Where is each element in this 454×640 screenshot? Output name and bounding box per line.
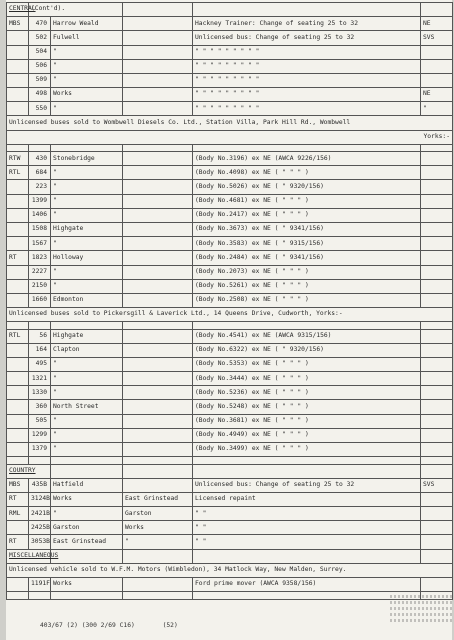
central-number: 550 <box>29 102 51 116</box>
pickersgill-to <box>123 414 193 428</box>
central-garage: " <box>51 45 123 59</box>
country-code <box>421 535 453 549</box>
empty-cell <box>193 457 421 464</box>
pickersgill-description: (Body No.6322) ex NE ( " 9320/156) <box>193 343 421 357</box>
central-description: " " " " " " " " " <box>193 88 421 102</box>
central-number: 509 <box>29 73 51 87</box>
central-type <box>7 45 29 59</box>
pickersgill-type <box>7 442 29 456</box>
central-code: " <box>421 102 453 116</box>
pickersgill-garage: Clapton <box>51 343 123 357</box>
pickersgill-garage: " <box>51 357 123 371</box>
country-to <box>123 478 193 492</box>
country-code: SVS <box>421 478 453 492</box>
empty-cell <box>7 144 29 151</box>
table-row <box>7 577 453 591</box>
central-code: SVS <box>421 31 453 45</box>
country-description: Unlicensed bus: Change of seating 25 to 32 <box>193 478 421 492</box>
wombwell-number: 223 <box>29 180 51 194</box>
pickersgill-to <box>123 400 193 414</box>
empty-cell <box>421 322 453 329</box>
wombwell-type <box>7 237 29 251</box>
pickersgill-description: (Body No.5236) ex NE ( " " " ) <box>193 386 421 400</box>
central-garage: Harrow Weald <box>51 17 123 31</box>
central-type <box>7 73 29 87</box>
central-garage: Works <box>51 88 123 102</box>
wombwell-code <box>421 166 453 180</box>
wombwell-to <box>123 251 193 265</box>
wombwell-description: (Body No.2417) ex NE ( " " " ) <box>193 208 421 222</box>
wombwell-code <box>421 237 453 251</box>
wombwell-number: 430 <box>29 152 51 166</box>
table-row <box>7 428 453 442</box>
wombwell-number: 1508 <box>29 222 51 236</box>
central-type <box>7 88 29 102</box>
wombwell-type <box>7 265 29 279</box>
country-description: " " <box>193 507 421 521</box>
country-garage: " <box>51 507 123 521</box>
wombwell-garage: Holloway <box>51 251 123 265</box>
country-description: " " <box>193 535 421 549</box>
page-number: (52) <box>162 622 178 629</box>
empty-cell <box>123 549 193 563</box>
country-type: RT <box>7 492 29 506</box>
pickersgill-description: (Body No.3444) ex NE ( " " " ) <box>193 372 421 386</box>
empty-cell <box>51 464 123 478</box>
footer <box>40 622 178 629</box>
wombwell-to <box>123 166 193 180</box>
wombwell-type <box>7 180 29 194</box>
wombwell-code <box>421 279 453 293</box>
pickersgill-number: 360 <box>29 400 51 414</box>
pickersgill-number: 1321 <box>29 372 51 386</box>
pickersgill-type <box>7 357 29 371</box>
country-code <box>421 492 453 506</box>
pickersgill-garage: " <box>51 414 123 428</box>
table-row <box>7 208 453 222</box>
pickersgill-code <box>421 357 453 371</box>
spacer-row <box>7 592 453 600</box>
table-row <box>7 507 453 521</box>
central-description: Unlicensed bus: Change of seating 25 to 32 <box>193 31 421 45</box>
central-code <box>421 73 453 87</box>
spacer-row <box>7 322 453 329</box>
pickersgill-description: (Body No.3499) ex NE ( " " " ) <box>193 442 421 456</box>
central-code <box>421 59 453 73</box>
table-row <box>7 166 453 180</box>
note-pickersgill-row <box>7 308 453 322</box>
country-garage: Works <box>51 492 123 506</box>
pickersgill-number: 1379 <box>29 442 51 456</box>
wombwell-code <box>421 251 453 265</box>
wombwell-description: (Body No.4098) ex NE ( " " " ) <box>193 166 421 180</box>
contd-label: (Cont'd). <box>29 3 123 17</box>
pickersgill-number: 1330 <box>29 386 51 400</box>
wombwell-to <box>123 237 193 251</box>
central-garage: " <box>51 73 123 87</box>
pickersgill-to <box>123 372 193 386</box>
wombwell-to <box>123 194 193 208</box>
country-to: " <box>123 535 193 549</box>
table-row <box>7 180 453 194</box>
country-type: MBS <box>7 478 29 492</box>
table-row <box>7 386 453 400</box>
empty-cell <box>193 144 421 151</box>
central-garage: Fulwell <box>51 31 123 45</box>
wombwell-garage: Highgate <box>51 222 123 236</box>
pickersgill-to <box>123 343 193 357</box>
central-description: Hackney Trainer: Change of seating 25 to 32 <box>193 17 421 31</box>
pickersgill-description: (Body No.5353) ex NE ( " " " ) <box>193 357 421 371</box>
pickersgill-type <box>7 343 29 357</box>
empty-cell <box>123 464 193 478</box>
misc-type <box>7 577 29 591</box>
table-row <box>7 521 453 535</box>
country-description: " " <box>193 521 421 535</box>
pickersgill-number: 56 <box>29 329 51 343</box>
pickersgill-type <box>7 414 29 428</box>
wombwell-to <box>123 279 193 293</box>
country-number: 3124B <box>29 492 51 506</box>
country-number: 2425B <box>29 521 51 535</box>
wombwell-number: 2227 <box>29 265 51 279</box>
empty-cell <box>7 322 29 329</box>
pickersgill-number: 1299 <box>29 428 51 442</box>
table-row <box>7 251 453 265</box>
note-wombwell-row <box>7 116 453 130</box>
central-to <box>123 73 193 87</box>
pickersgill-type <box>7 400 29 414</box>
empty-cell <box>29 322 51 329</box>
pickersgill-type <box>7 372 29 386</box>
central-type <box>7 59 29 73</box>
empty-cell <box>421 144 453 151</box>
empty-cell <box>51 592 123 600</box>
wombwell-code <box>421 222 453 236</box>
country-type <box>7 521 29 535</box>
wombwell-number: 1406 <box>29 208 51 222</box>
pickersgill-garage: " <box>51 372 123 386</box>
table-row <box>7 237 453 251</box>
empty-cell <box>51 144 123 151</box>
wombwell-type <box>7 208 29 222</box>
pickersgill-code <box>421 343 453 357</box>
wombwell-code <box>421 265 453 279</box>
misc-description: Ford prime mover (AWCA 9358/156) <box>193 577 421 591</box>
note-wfm: Unlicensed vehicle sold to W.F.M. Motors (Wimbledon), 34 Matlock Way, New Malden, Surrey. <box>7 563 453 577</box>
central-number: 498 <box>29 88 51 102</box>
table-body <box>7 3 453 600</box>
table-row <box>7 88 453 102</box>
wombwell-code <box>421 180 453 194</box>
empty-cell <box>51 549 123 563</box>
table-row <box>7 222 453 236</box>
empty-cell <box>29 457 51 464</box>
pickersgill-number: 164 <box>29 343 51 357</box>
central-to <box>123 102 193 116</box>
pickersgill-description: (Body No.3681) ex NE ( " " " ) <box>193 414 421 428</box>
table-row <box>7 478 453 492</box>
wombwell-description: (Body No.2484) ex NE ( " 9341/156) <box>193 251 421 265</box>
wombwell-type <box>7 194 29 208</box>
wombwell-to <box>123 222 193 236</box>
wombwell-type: RT <box>7 251 29 265</box>
wombwell-to <box>123 208 193 222</box>
table-row <box>7 31 453 45</box>
table-row <box>7 279 453 293</box>
wombwell-description: (Body No.5261) ex NE ( " " " ) <box>193 279 421 293</box>
country-type: RT <box>7 535 29 549</box>
central-number: 506 <box>29 59 51 73</box>
country-garage: East Grinstead <box>51 535 123 549</box>
central-to <box>123 88 193 102</box>
wombwell-type <box>7 222 29 236</box>
pickersgill-type <box>7 428 29 442</box>
table-row <box>7 343 453 357</box>
wombwell-code <box>421 152 453 166</box>
central-type <box>7 31 29 45</box>
pickersgill-type <box>7 386 29 400</box>
country-code <box>421 507 453 521</box>
central-description: " " " " " " " " " <box>193 102 421 116</box>
wombwell-number: 1399 <box>29 194 51 208</box>
country-number: 2421B <box>29 507 51 521</box>
pickersgill-code <box>421 414 453 428</box>
wombwell-number: 1567 <box>29 237 51 251</box>
table-row <box>7 45 453 59</box>
section-row-central <box>7 3 453 17</box>
pickersgill-code <box>421 329 453 343</box>
empty-cell <box>193 592 421 600</box>
country-code <box>421 521 453 535</box>
wombwell-to <box>123 293 193 307</box>
table-row <box>7 372 453 386</box>
empty-cell <box>421 549 453 563</box>
empty-cell <box>51 322 123 329</box>
country-description: Licensed repaint <box>193 492 421 506</box>
wombwell-type: RTL <box>7 166 29 180</box>
wombwell-to <box>123 265 193 279</box>
pickersgill-to <box>123 357 193 371</box>
table-row <box>7 73 453 87</box>
empty-cell <box>123 144 193 151</box>
empty-cell <box>193 549 421 563</box>
pickersgill-garage: North Street <box>51 400 123 414</box>
wombwell-to <box>123 152 193 166</box>
wombwell-garage: " <box>51 208 123 222</box>
note-wombwell: Unlicensed buses sold to Wombwell Diesels Co. Ltd., Station Villa, Park Hill Rd., Wombwell <box>7 116 453 130</box>
wombwell-code <box>421 293 453 307</box>
table-row <box>7 194 453 208</box>
pickersgill-number: 505 <box>29 414 51 428</box>
wombwell-code <box>421 208 453 222</box>
misc-garage: Works <box>51 577 123 591</box>
central-code: NE <box>421 88 453 102</box>
empty-cell <box>421 457 453 464</box>
section-country: COUNTRY <box>7 464 51 478</box>
faded-stamp <box>390 592 452 632</box>
empty-cell <box>193 322 421 329</box>
spacer-row <box>7 457 453 464</box>
table-row <box>7 414 453 428</box>
table-row <box>7 400 453 414</box>
country-number: 3053B <box>29 535 51 549</box>
wombwell-number: 1660 <box>29 293 51 307</box>
table-row <box>7 152 453 166</box>
table-row <box>7 442 453 456</box>
central-type <box>7 102 29 116</box>
pickersgill-to <box>123 329 193 343</box>
wombwell-garage: Edmonton <box>51 293 123 307</box>
wombwell-number: 2150 <box>29 279 51 293</box>
empty-cell <box>51 457 123 464</box>
empty-cell <box>123 592 193 600</box>
empty-cell <box>7 457 29 464</box>
central-code: NE <box>421 17 453 31</box>
wombwell-type: RTW <box>7 152 29 166</box>
pickersgill-description: (Body No.4541) ex NE (AWCA 9315/156) <box>193 329 421 343</box>
central-type: MBS <box>7 17 29 31</box>
wombwell-garage: " <box>51 194 123 208</box>
pickersgill-code <box>421 372 453 386</box>
central-garage: " <box>51 102 123 116</box>
wombwell-garage: " <box>51 180 123 194</box>
allocation-table <box>6 2 453 600</box>
section-title: CENTRAL <box>7 3 29 17</box>
wombwell-number: 1823 <box>29 251 51 265</box>
pickersgill-code <box>421 400 453 414</box>
section-miscellaneous: MISCELLANEOUS <box>7 549 51 563</box>
table-row <box>7 265 453 279</box>
pickersgill-to <box>123 428 193 442</box>
pickersgill-code <box>421 386 453 400</box>
note-pickersgill: Unlicensed buses sold to Pickersgill & Laverick Ltd., 14 Queens Drive, Cudworth, Yorks:- <box>7 308 453 322</box>
wombwell-garage: " <box>51 237 123 251</box>
pickersgill-description: (Body No.5248) ex NE ( " " " ) <box>193 400 421 414</box>
wombwell-code <box>421 194 453 208</box>
country-to: Works <box>123 521 193 535</box>
document-sheet <box>6 0 452 640</box>
wombwell-description: (Body No.2508) ex NE ( " " " ) <box>193 293 421 307</box>
pickersgill-type: RTL <box>7 329 29 343</box>
central-code <box>421 45 453 59</box>
pickersgill-code <box>421 442 453 456</box>
note-wfm-row <box>7 563 453 577</box>
wombwell-garage: Stonebridge <box>51 152 123 166</box>
wombwell-description: (Body No.4681) ex NE ( " " " ) <box>193 194 421 208</box>
misc-number: 1191F <box>29 577 51 591</box>
wombwell-description: (Body No.5026) ex NE ( " 9320/156) <box>193 180 421 194</box>
central-description: " " " " " " " " " <box>193 45 421 59</box>
empty-cell <box>193 464 421 478</box>
wombwell-type <box>7 279 29 293</box>
central-to <box>123 17 193 31</box>
note-wombwell-cont-row <box>7 130 453 144</box>
table-row <box>7 357 453 371</box>
spacer-row <box>7 144 453 151</box>
country-number: 435B <box>29 478 51 492</box>
central-garage: " <box>51 59 123 73</box>
central-to <box>123 45 193 59</box>
central-number: 470 <box>29 17 51 31</box>
central-number: 504 <box>29 45 51 59</box>
pickersgill-to <box>123 442 193 456</box>
empty-cell <box>421 464 453 478</box>
central-number: 502 <box>29 31 51 45</box>
misc-to <box>123 577 193 591</box>
table-row <box>7 293 453 307</box>
empty-cell <box>7 592 29 600</box>
pickersgill-garage: Highgate <box>51 329 123 343</box>
country-garage: Garston <box>51 521 123 535</box>
empty-cell <box>29 592 51 600</box>
table-row <box>7 17 453 31</box>
empty-cell <box>29 144 51 151</box>
central-description: " " " " " " " " " <box>193 59 421 73</box>
table-row <box>7 329 453 343</box>
central-to <box>123 31 193 45</box>
pickersgill-code <box>421 428 453 442</box>
wombwell-garage: " <box>51 265 123 279</box>
table-row <box>7 492 453 506</box>
form-code: 403/67 (2) (300 2/69 C16) <box>40 622 135 629</box>
misc-code <box>421 577 453 591</box>
section-miscellaneous-row <box>7 549 453 563</box>
pickersgill-to <box>123 386 193 400</box>
country-type: RML <box>7 507 29 521</box>
table-row <box>7 535 453 549</box>
table-row <box>7 59 453 73</box>
wombwell-description: (Body No.3196) ex NE (AWCA 9226/156) <box>193 152 421 166</box>
wombwell-description: (Body No.2073) ex NE ( " " " ) <box>193 265 421 279</box>
wombwell-type <box>7 293 29 307</box>
table-row <box>7 102 453 116</box>
country-to: East Grinstead <box>123 492 193 506</box>
empty-cell <box>123 322 193 329</box>
wombwell-to <box>123 180 193 194</box>
pickersgill-garage: " <box>51 428 123 442</box>
pickersgill-number: 495 <box>29 357 51 371</box>
wombwell-description: (Body No.3583) ex NE ( " 9315/156) <box>193 237 421 251</box>
empty-cell <box>123 457 193 464</box>
central-description: " " " " " " " " " <box>193 73 421 87</box>
pickersgill-garage: " <box>51 386 123 400</box>
pickersgill-description: (Body No.4949) ex NE ( " " " ) <box>193 428 421 442</box>
country-to: Garston <box>123 507 193 521</box>
central-to <box>123 59 193 73</box>
pickersgill-garage: " <box>51 442 123 456</box>
wombwell-garage: " <box>51 279 123 293</box>
wombwell-garage: " <box>51 166 123 180</box>
section-country-row <box>7 464 453 478</box>
wombwell-number: 684 <box>29 166 51 180</box>
wombwell-description: (Body No.3673) ex NE ( " 9341/156) <box>193 222 421 236</box>
note-wombwell-cont: Yorks:- <box>7 130 453 144</box>
country-garage: Hatfield <box>51 478 123 492</box>
